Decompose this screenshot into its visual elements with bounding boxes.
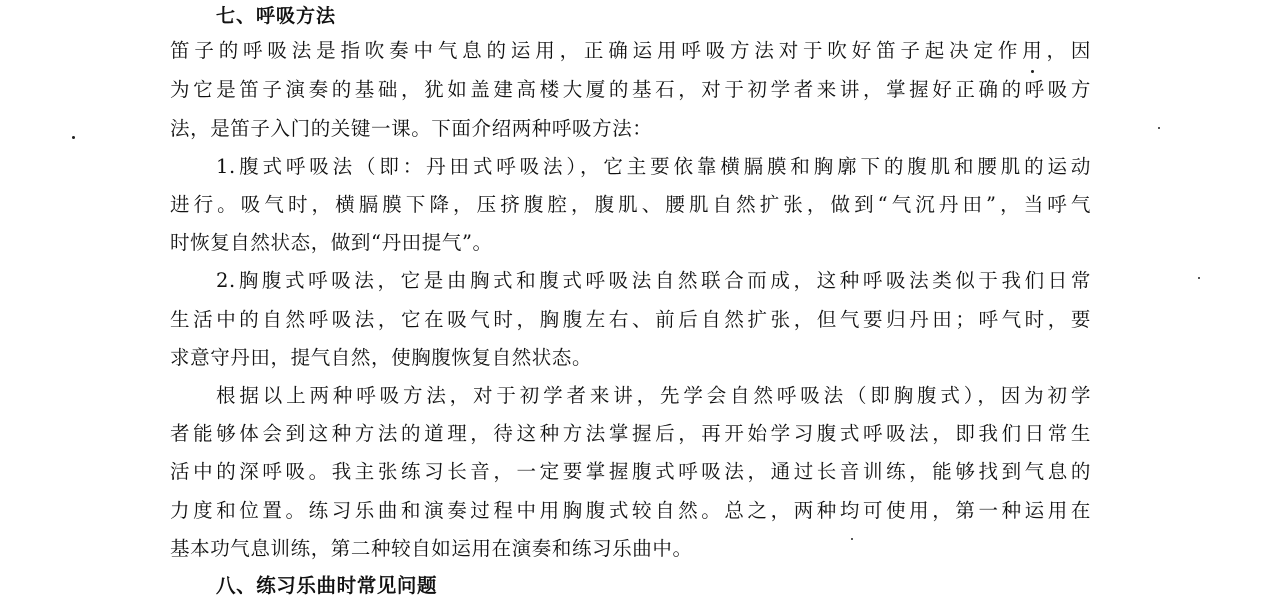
scan-speck (1158, 127, 1160, 129)
paragraph-line: 时恢复自然状态，做到“丹田提气”。 (170, 231, 493, 254)
paragraph-line: 1.腹式呼吸法（即：丹田式呼吸法），它主要依靠横膈膜和胸廓下的腹肌和腰肌的运动 (216, 155, 1091, 178)
scan-speck (72, 136, 75, 139)
paragraph-line: 力度和位置。练习乐曲和演奏过程中用胸腹式较自然。总之，两种均可使用，第一种运用在 (170, 499, 1091, 522)
paragraph-line: 活中的深呼吸。我主张练习长音，一定要掌握腹式呼吸法，通过长音训练，能够找到气息的 (170, 460, 1091, 483)
next-section-heading (216, 568, 438, 597)
paragraph-line: 法，是笛子入门的关键一课。下面介绍两种呼吸方法： (170, 117, 653, 140)
paragraph-line: 为它是笛子演奏的基础，犹如盖建高楼大厦的基石，对于初学者来讲，掌握好正确的呼吸方 (170, 78, 1091, 101)
scan-speck (1198, 277, 1200, 279)
paragraph-line: 笛子的呼吸法是指吹奏中气息的运用，正确运用呼吸方法对于吹好笛子起决定作用，因 (170, 39, 1091, 62)
paragraph-line: 求意守丹田，提气自然，使胸腹恢复自然状态。 (170, 346, 593, 369)
paragraph-line: 者能够体会到这种方法的道理，待这种方法掌握后，再开始学习腹式呼吸法，即我们日常生 (170, 422, 1091, 445)
paragraph-line: 进行。吸气时，横膈膜下降，压挤腹腔，腹肌、腰肌自然扩张，做到“气沉丹田”，当呼气 (170, 193, 1091, 216)
paragraph-line: 基本功气息训练，第二种较自如运用在演奏和练习乐曲中。 (170, 537, 693, 560)
paragraph-line: 根据以上两种呼吸方法，对于初学者来讲，先学会自然呼吸法（即胸腹式），因为初学 (216, 384, 1091, 407)
section-heading: 七、呼吸方法 (216, 5, 337, 27)
scan-speck (1031, 70, 1034, 73)
scan-speck (851, 538, 853, 540)
next-section-heading-text: 八、练习乐曲时常见问题 (216, 574, 438, 597)
paragraph-line: 2.胸腹式呼吸法，它是由胸式和腹式呼吸法自然联合而成，这种呼吸法类似于我们日常 (216, 269, 1091, 292)
paragraph-line: 生活中的自然呼吸法，它在吸气时，胸腹左右、前后自然扩张，但气要归丹田；呼气时，要 (170, 308, 1091, 331)
